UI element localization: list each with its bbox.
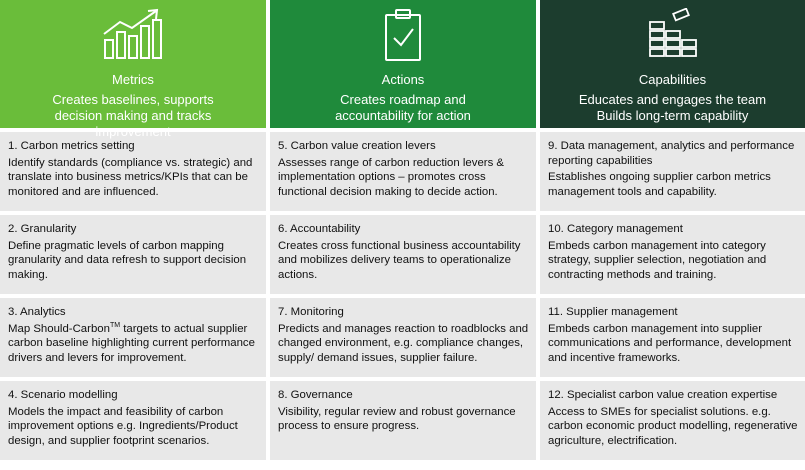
card-description: Establishes ongoing supplier carbon metrics management tools and capability. [548,171,771,198]
card-description: Define pragmatic levels of carbon mapping granularity and data refresh to support decision making. [8,239,247,281]
card-description: Predicts and manages reaction to roadblocks and changed environment, e.g. compliance changes, supply/ demand issues, supplier failure. [278,322,529,364]
card-title: 7. Monitoring [278,306,344,318]
card-description: Visibility, regular review and robust governance process to ensure progress. [278,405,516,432]
card-title: 2. Granularity [8,223,77,235]
header-capabilities [540,0,805,128]
card-description: Creates cross functional business accountability and mobilizes delivery teams to operationalize actions. [278,239,521,281]
card-title: 10. Category management [548,223,683,235]
desc-part: targets to actual supplier carbon baseline highlighting current performance drivers and levers for improvement. [8,322,255,364]
header-title: Metrics [112,72,154,87]
column-metrics [0,0,266,460]
card-title: 3. Analytics [8,306,66,318]
bar-chart-growth-icon [102,8,164,65]
card-carbon-value-creation-levers [270,132,536,211]
brick-wall-icon [642,8,704,69]
clipboard-check-icon [383,8,423,67]
card-description: Embeds carbon management into supplier communications and performance, development and incentive frameworks. [548,322,792,364]
card-data-management [540,132,805,211]
card-description: Access to SMEs for specialist solutions. e.g. carbon economic product modelling, regenerative agriculture, electrification. [548,405,798,447]
card-title: 1. Carbon metrics setting [8,140,135,152]
header-metrics [0,0,266,139]
card-category-management [540,215,805,294]
card-description: Embeds carbon management into category strategy, supplier selection, negotiation and contracting methods and training. [548,239,767,281]
header-subtitle: Creates baselines, supports decision making and tracks improvement [52,92,214,139]
header-subtitle: Educates and engages the team Builds long-term capability [578,92,767,123]
card-description: Assesses range of carbon reduction levers & implementation options – promotes cross functional decision making to decide action. [278,156,505,198]
header-subtitle: Creates roadmap and accountability for action [335,92,471,123]
card-description: Identify standards (compliance vs. strategic) and translate into business metrics/KPIs that can be monitored and are influenced. [8,156,253,198]
card-specialist-expertise [540,381,805,460]
card-title: 8. Governance [278,389,353,401]
card-title: 9. Data management, analytics and performance reporting capabilities [548,140,795,167]
card-description [8,322,260,366]
card-supplier-management [540,298,805,377]
card-description: Models the impact and feasibility of carbon improvement options e.g. Ingredients/Product design, and supplier footprint scenarios. [8,405,238,447]
card-title: 11. Supplier management [548,306,678,318]
card-granularity [0,215,266,294]
card-title: 6. Accountability [278,223,361,235]
card-scenario-modelling [0,381,266,460]
card-title: 4. Scenario modelling [8,389,118,401]
card-carbon-metrics-setting [0,132,266,211]
header-title: Capabilities [638,72,707,87]
trademark-mark: TM [109,321,121,329]
header-title: Actions [381,72,425,87]
column-actions [270,0,536,460]
desc-part: Map Should-Carbon [8,322,110,335]
card-title: 12. Specialist carbon value creation expertise [548,389,778,401]
column-capabilities [540,0,805,460]
card-title: 5. Carbon value creation levers [278,140,436,152]
card-governance [270,381,536,460]
card-analytics [0,298,266,377]
card-monitoring [270,298,536,377]
header-actions [270,0,536,128]
card-accountability [270,215,536,294]
